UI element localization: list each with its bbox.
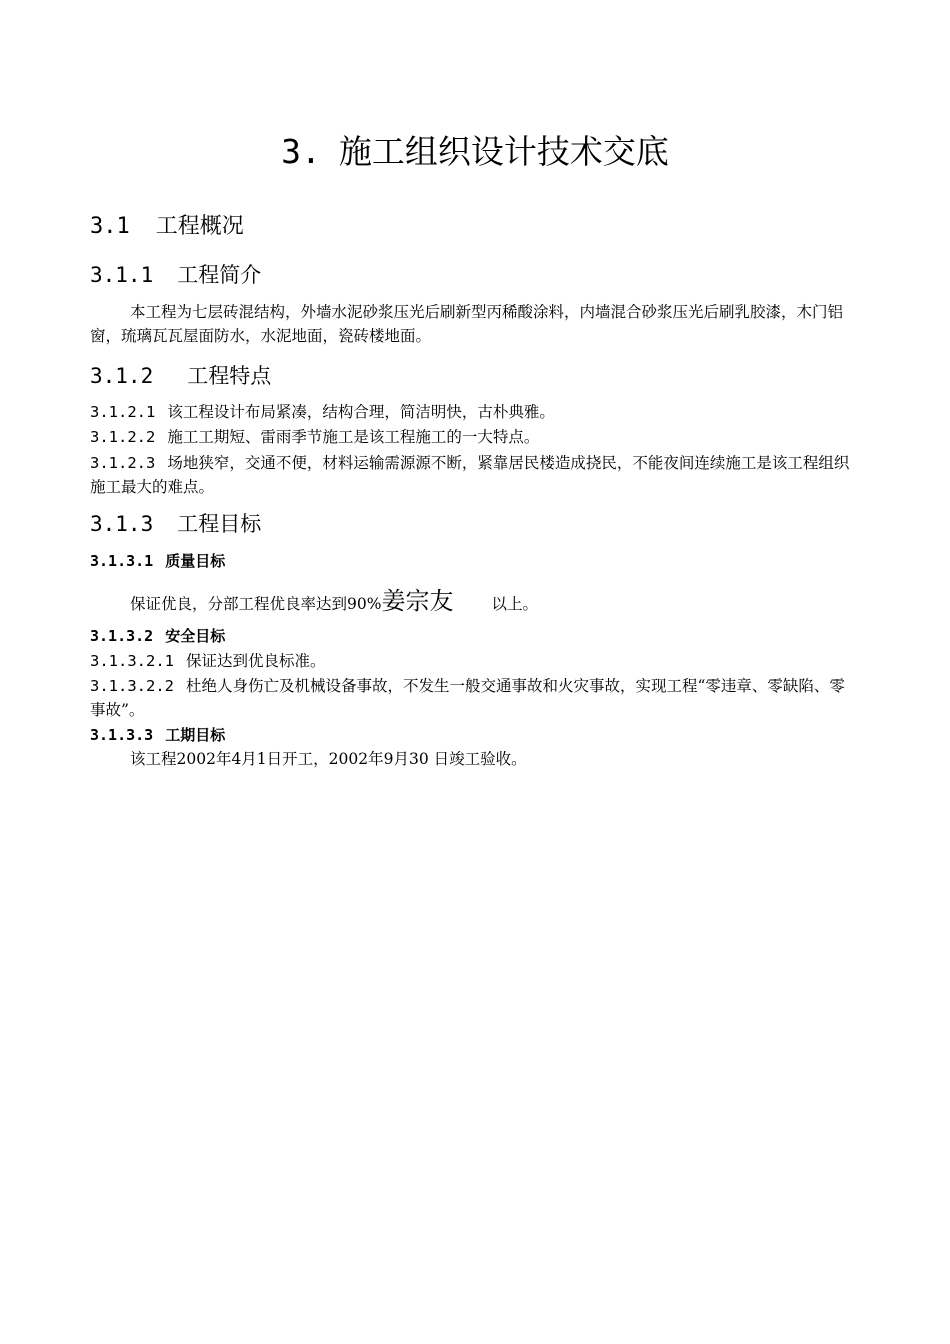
item-number: 3.1.2.1 (90, 403, 156, 421)
item-text: 杜绝人身伤亡及机械设备事故，不发生一般交通事故和火灾事故，实现工程“零违章、零缺陷、零事故”。 (90, 677, 845, 719)
item-text: 该工程设计布局紧凑，结构合理，简洁明快，古朴典雅。 (167, 403, 555, 421)
item-number: 3.1.3.2.1 (90, 652, 174, 670)
heading-3-1-3 (90, 510, 261, 538)
heading-text: 工程特点 (187, 364, 272, 388)
heading-number: 3.1.3.1 (90, 552, 154, 570)
quality-text-end: 以上。 (491, 595, 538, 613)
heading-text: 工程概况 (155, 214, 244, 239)
item-text: 保证达到优良标准。 (186, 652, 326, 670)
item-number: 3.1.2.3 (90, 454, 156, 472)
heading-text: 工程目标 (177, 512, 262, 536)
list-item (90, 674, 860, 722)
page-title (0, 130, 950, 174)
item-text: 施工工期短、雷雨季节施工是该工程施工的一大特点。 (167, 428, 540, 446)
item-number: 3.1.2.2 (90, 428, 156, 446)
item-text: 场地狭窄，交通不便，材料运输需源源不断，紧靠居民楼造成挠民，不能夜间连续施工是该工程组织施工最大的难点。 (90, 454, 850, 496)
heading-number: 3.1.2 (90, 364, 154, 388)
heading-3-1-3-2 (90, 625, 225, 647)
heading-text: 工程简介 (177, 263, 262, 287)
list-item (90, 400, 860, 424)
heading-number: 3.1.1 (90, 263, 154, 287)
signature: 姜宗友 (381, 587, 454, 615)
heading-number: 3.1.3 (90, 512, 154, 536)
heading-3-1-3-1 (90, 550, 225, 572)
list-item (90, 451, 860, 499)
title-number: 3. (281, 132, 321, 171)
paragraph-quality-target (130, 586, 538, 619)
list-item (90, 425, 860, 449)
heading-3-1-2 (90, 362, 271, 390)
heading-3-1 (90, 212, 244, 242)
heading-number: 3.1.3.3 (90, 726, 154, 744)
paragraph-schedule-target: 该工程2002年4月1日开工，2002年9月30 日竣工验收。 (130, 750, 527, 768)
item-number: 3.1.3.2.2 (90, 677, 174, 695)
heading-text: 工期目标 (165, 726, 226, 744)
heading-number: 3.1 (90, 214, 130, 239)
paragraph-project-intro: 本工程为七层砖混结构，外墙水泥砂浆压光后刷新型丙稀酸涂料，内墙混合砂浆压光后刷乳胶漆，木门铝窗，琉璃瓦瓦屋面防水，水泥地面，瓷砖楼地面。 (90, 303, 844, 345)
heading-text: 质量目标 (165, 552, 226, 570)
heading-3-1-1 (90, 261, 261, 289)
quality-text: 保证优良，分部工程优良率达到90% (130, 595, 382, 613)
title-text: 施工组织设计技术交底 (338, 132, 669, 171)
heading-text: 安全目标 (165, 627, 226, 645)
heading-number: 3.1.3.2 (90, 627, 154, 645)
list-item (90, 649, 860, 673)
heading-3-1-3-3 (90, 724, 225, 746)
